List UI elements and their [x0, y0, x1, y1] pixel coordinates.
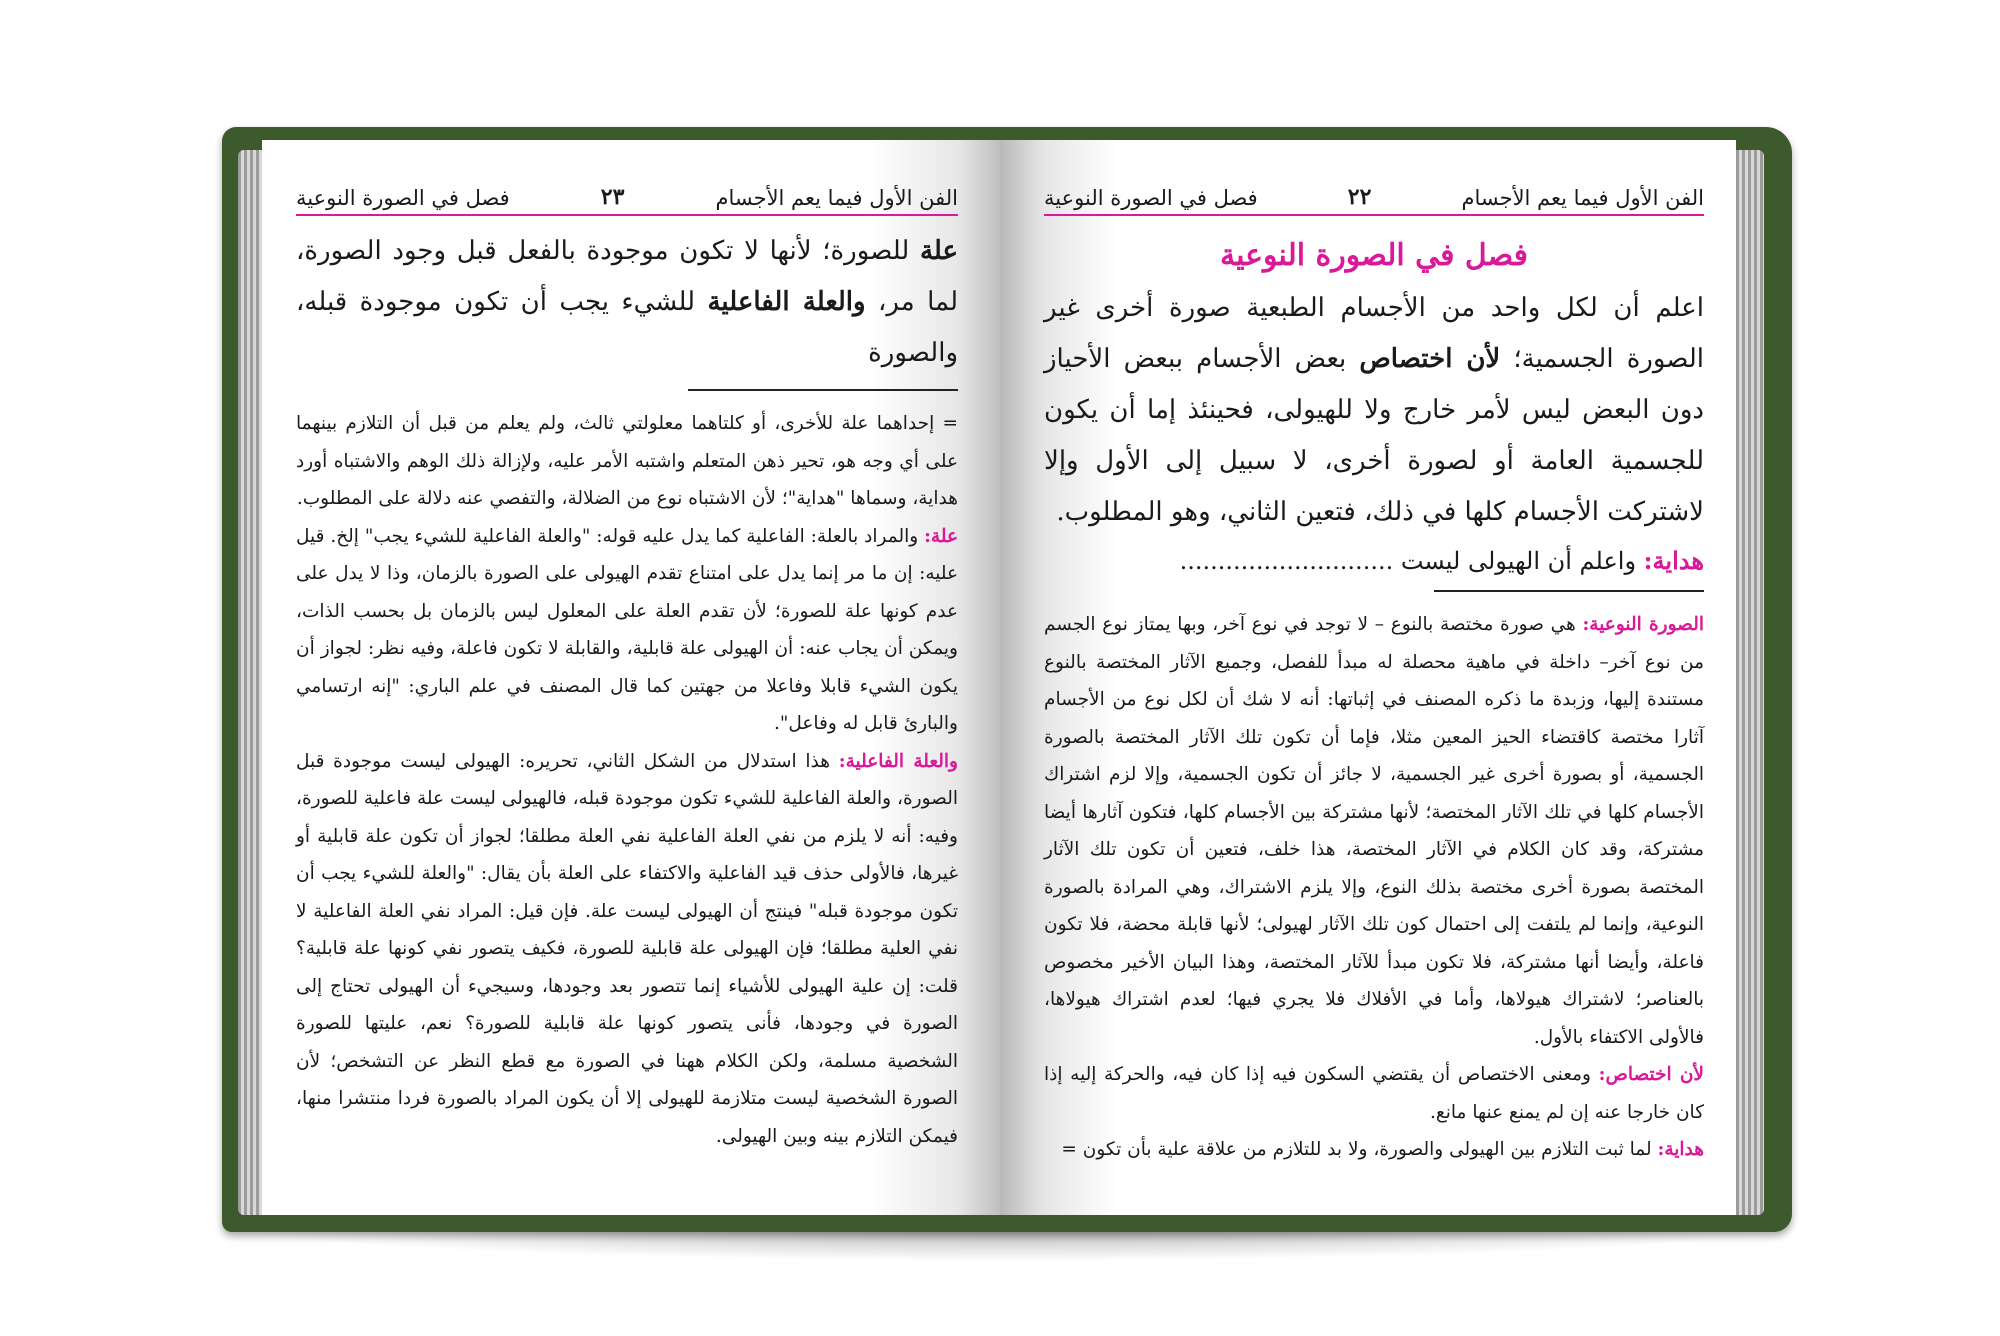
commentary-paragraph [296, 405, 958, 518]
commentary-text: والمراد بالعلة: الفاعلية كما يدل عليه قوله: "والعلة الفاعلية للشيء يجب" إلخ. قيل عليه: إن ما مر إنما يدل على امتناع تقدم الهيولى على الصورة بالزمان، وذا لا يدل على عدم كونها علة للصورة؛ لأن تقدم العلة على المعلول ليس بالزمان بل بحسب الذات، ويمكن أن يجاب عنه: أن الهيولى علة قابلية، والقابلة لا تكون فاعلة، وفيه نظر: لجواز أن يكون الشيء قابلا وفاعلا من جهتين كما قال المصنف في علم الباري: "إنه ارتسامي والبارئ قابل له وفاعل". [296, 525, 958, 734]
chapter-title: فصل في الصورة النوعية [1219, 238, 1528, 273]
commentary-paragraph [1044, 1056, 1704, 1131]
header-chapter: فصل في الصورة النوعية [296, 186, 510, 210]
footnote-separator [1434, 590, 1704, 592]
main-bold-term: علة [919, 236, 958, 266]
commentary-paragraph [296, 518, 958, 743]
header-section: الفن الأول فيما يعم الأجسام [1461, 186, 1704, 210]
commentary-paragraph [1044, 606, 1704, 1056]
hidaya-text: واعلم أن الهيولى ليست ............................ [1179, 547, 1644, 575]
commentary-term: علة: [924, 525, 958, 547]
main-text-run: اعلم أن لكل واحد من الأجسام الطبعية صورة أخرى غير الصورة الجسمية؛ [1044, 293, 1704, 374]
commentary [1044, 606, 1704, 1169]
page-number: ٢٣ [600, 184, 625, 210]
main-text-run: للشيء يجب أن تكون موجودة قبله، والصورة [296, 287, 958, 368]
footnote-separator [688, 389, 958, 391]
commentary-text: ومعنى الاختصاص أن يقتضي السكون فيه إذا كان فيه، والحركة إليه إذا كان خارجا عنه إن لم يمنع عنها مانع. [1044, 1064, 1704, 1123]
main-text-run: مر، [865, 287, 915, 317]
running-header [296, 180, 958, 216]
commentary-term: الصورة النوعية: [1582, 614, 1704, 635]
commentary-term: هداية: [1657, 1139, 1704, 1160]
main-text-run: بعض الأجسام ببعض الأحياز دون البعض ليس لأمر خارج ولا للهيولى، فحينئذ إما أن يكون للجسمية العامة أو لصورة أخرى، لا سبيل إلى الأول وإلا لاشتركت الأجسام كلها في ذلك، فتعين الثاني، وهو المطلوب. [1044, 344, 1704, 527]
main-text-run: للصورة؛ لأنها لا تكون موجودة بالفعل قبل وجود الصورة، لما [296, 236, 958, 317]
commentary-text: هذا استدلال من الشكل الثاني، تحريره: الهيولى ليست موجودة قبل الصورة، والعلة الفاعلية للشيء تكون موجودة قبله، فالهيولى ليست علة فاعلية للصورة، وفيه: أنه لا يلزم من نفي العلة الفاعلية نفي العلة مطلقا؛ لجواز أن تكون علة قابلية أو غيرها، فالأولى حذف قيد الفاعلية والاكتفاء على العلة بأن يقال: "والعلة للشيء يجب أن تكون موجودة قبله" فينتج أن الهيولى ليست علة. فإن قيل: المراد نفي العلة الفاعلية لا نفي العلية مطلقا؛ فإن الهيولى علة قابلية للصورة، فكيف يتصور نفي كونها علة قابلية؟ قلت: إن علية الهيولى للأشياء إنما تتصور بعد وجودها، وسيجيء أن الهيولى تحتاج إلى الصورة في وجودها، فأنى يتصور كونها علة قابلية للصورة؟ نعم، عليتها للصورة الشخصية مسلمة، ولكن الكلام ههنا في الصورة مع قطع النظر عن التشخص؛ لأن الصورة الشخصية ليست متلازمة للهيولى إلا أن يكون المراد بالصورة فردا منتشرا منها، فيمكن التلازم بينه وبين الهيولى. [296, 750, 958, 1147]
commentary-term: والعلة الفاعلية: [838, 750, 958, 772]
commentary-text: هي صورة مختصة بالنوع – لا توجد في نوع آخر، وبها يمتاز نوع الجسم من نوع آخر– داخلة في ماهية محصلة له مبدأ للفصل، وجميع الآثار المختصة بالنوع مستندة إليها، وزبدة ما ذكره المصنف في إثباتها: أنه لا شك أن لكل نوع من الأجسام آثارا مختصة كاقتضاء الحيز المعين مثلا، فإما أن تكون تلك الآثار المختصة بالصورة الجسمية، أو بصورة أخرى غير الجسمية، لا جائز أن تكون الجسمية، وإلا لزم اشتراك الأجسام كلها في تلك الآثار المختصة؛ لأنها مشتركة بين الأجسام كلها، فتكون آثارها أيضا مشتركة، وقد كان الكلام في الآثار المختصة، هذا خلف، فتعين أن تكون تلك الآثار المختصة بصورة أخرى مختصة بذلك النوع، وإلا يلزم الاشتراك، وهي المرادة بالصورة النوعية، وإنما لم يلتفت إلى احتمال كون تلك الآثار لهيولى؛ لأنها قابلة محضة، فلا تكون فاعلة، وأيضا أنها مشتركة، فلا تكون مبدأ للآثار المختصة، وهذا البيان الأخير مخصوص بالعناصر؛ لاشتراك هيولاها، وأما في الأفلاك فلا يجري فيها؛ لعدم اشتراك هيولاها، فالأولى الاكتفاء بالأول. [1044, 614, 1704, 1048]
header-section: الفن الأول فيما يعم الأجسام [715, 186, 958, 210]
commentary-term: لأن اختصاص: [1598, 1064, 1704, 1085]
hidaya-term: هداية: [1643, 546, 1704, 575]
commentary-text: = إحداهما علة للأخرى، أو كلتاهما معلولتي ثالث، ولم يعلم من قبل أن التلازم بينهما على أي وجه هو، تحير ذهن المتعلم واشتبه الأمر عليه، ولإزالة ذلك الوهم والاشتباه أورد هداية، وسماها "هداية"؛ لأن الاشتباه نوع من الضلالة، والتفصي عنه دلالة على المطلوب. [296, 413, 958, 509]
main-text [296, 226, 958, 379]
commentary [296, 405, 958, 1155]
header-chapter: فصل في الصورة النوعية [1044, 186, 1258, 210]
commentary-paragraph [1044, 1131, 1704, 1169]
main-bold-term: لأن اختصاص [1359, 344, 1501, 374]
commentary-text: لما ثبت التلازم بين الهيولى والصورة، ولا بد للتلازم من علاقة علية بأن تكون = [1061, 1139, 1658, 1160]
running-header [1044, 180, 1704, 216]
main-bold-term: والعلة الفاعلية [707, 287, 866, 317]
page-number: ٢٢ [1347, 184, 1372, 210]
left-page [262, 140, 1002, 1215]
commentary-paragraph [296, 743, 958, 1156]
right-page [1000, 140, 1736, 1215]
hidaya-heading [1044, 538, 1704, 584]
main-text [1044, 283, 1704, 538]
